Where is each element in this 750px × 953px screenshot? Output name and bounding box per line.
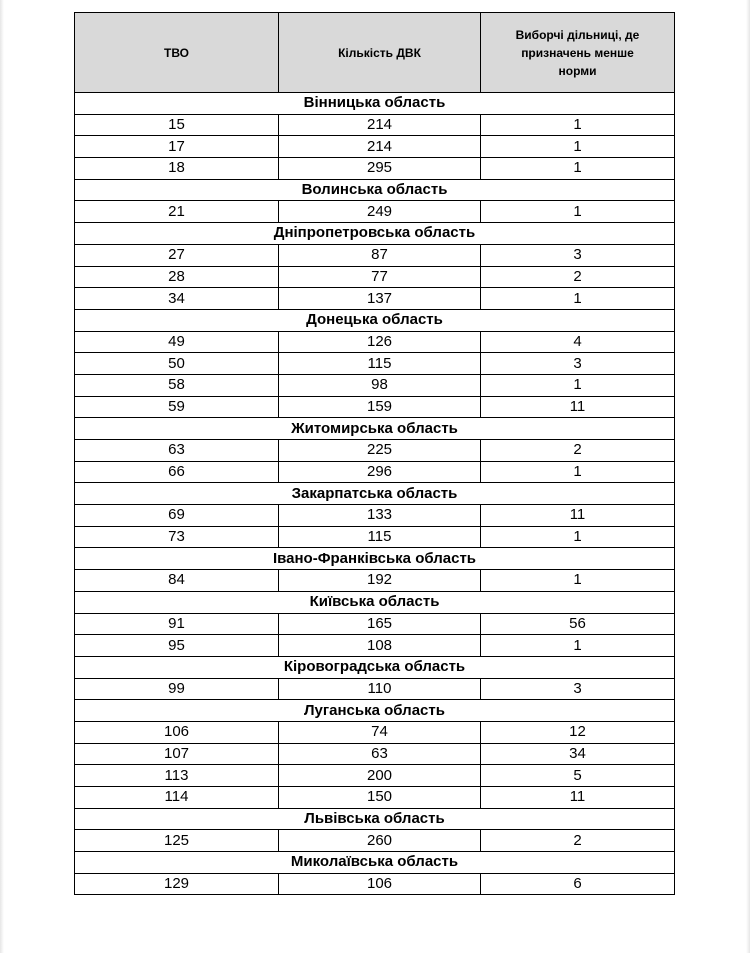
dvk-count-cell: 108	[279, 635, 481, 657]
header-row	[75, 13, 675, 93]
stations-below-norm-cell: 1	[481, 635, 675, 657]
stations-below-norm-cell: 12	[481, 721, 675, 743]
header-dvk-count: Кількість ДВК	[279, 13, 481, 93]
region-row	[75, 808, 675, 830]
stations-below-norm-cell: 2	[481, 830, 675, 852]
tvo-cell: 58	[75, 374, 279, 396]
dvk-count-cell: 192	[279, 570, 481, 592]
tvo-cell: 59	[75, 396, 279, 418]
table-row	[75, 570, 675, 592]
stations-below-norm-cell: 11	[481, 396, 675, 418]
region-row	[75, 179, 675, 201]
stations-below-norm-cell: 2	[481, 440, 675, 462]
dvk-count-cell: 165	[279, 613, 481, 635]
stations-below-norm-cell: 1	[481, 374, 675, 396]
table-body	[75, 93, 675, 895]
tvo-cell: 69	[75, 505, 279, 527]
stations-below-norm-cell: 1	[481, 201, 675, 223]
tvo-cell: 91	[75, 613, 279, 635]
region-row	[75, 591, 675, 613]
region-row	[75, 656, 675, 678]
stations-below-norm-cell: 1	[481, 288, 675, 310]
stations-below-norm-cell: 34	[481, 743, 675, 765]
stations-below-norm-cell: 4	[481, 331, 675, 353]
stations-below-norm-cell: 1	[481, 461, 675, 483]
tvo-cell: 114	[75, 787, 279, 809]
stations-below-norm-cell: 11	[481, 787, 675, 809]
polling-stations-table	[74, 12, 675, 895]
tvo-cell: 21	[75, 201, 279, 223]
tvo-cell: 95	[75, 635, 279, 657]
tvo-cell: 27	[75, 244, 279, 266]
stations-below-norm-cell: 56	[481, 613, 675, 635]
table-row	[75, 505, 675, 527]
page-edge-right	[746, 0, 750, 953]
table-row	[75, 440, 675, 462]
dvk-count-cell: 214	[279, 114, 481, 136]
region-row	[75, 93, 675, 115]
table-row	[75, 396, 675, 418]
dvk-count-cell: 98	[279, 374, 481, 396]
stations-below-norm-cell: 1	[481, 114, 675, 136]
stations-below-norm-cell: 1	[481, 570, 675, 592]
table-row	[75, 158, 675, 180]
tvo-cell: 34	[75, 288, 279, 310]
dvk-count-cell: 200	[279, 765, 481, 787]
table-row	[75, 288, 675, 310]
region-name: Кіровоградська область	[75, 656, 675, 678]
region-row	[75, 223, 675, 245]
region-row	[75, 309, 675, 331]
table-row	[75, 787, 675, 809]
dvk-count-cell: 225	[279, 440, 481, 462]
stations-below-norm-cell: 3	[481, 353, 675, 375]
stations-below-norm-cell: 5	[481, 765, 675, 787]
header-tvo: ТВО	[75, 13, 279, 93]
region-name: Луганська область	[75, 700, 675, 722]
stations-below-norm-cell: 6	[481, 873, 675, 895]
dvk-count-cell: 77	[279, 266, 481, 288]
region-name: Миколаївська область	[75, 852, 675, 874]
tvo-cell: 18	[75, 158, 279, 180]
dvk-count-cell: 87	[279, 244, 481, 266]
dvk-count-cell: 296	[279, 461, 481, 483]
region-row	[75, 548, 675, 570]
region-name: Волинська область	[75, 179, 675, 201]
tvo-cell: 106	[75, 721, 279, 743]
header-stations-below-norm: Виборчі дільниці, де призначень менше норми	[481, 13, 675, 93]
dvk-count-cell: 159	[279, 396, 481, 418]
table-row	[75, 244, 675, 266]
dvk-count-cell: 126	[279, 331, 481, 353]
dvk-count-cell: 214	[279, 136, 481, 158]
stations-below-norm-cell: 3	[481, 678, 675, 700]
table-row	[75, 613, 675, 635]
table-row	[75, 114, 675, 136]
region-row	[75, 483, 675, 505]
table-row	[75, 331, 675, 353]
stations-below-norm-cell: 2	[481, 266, 675, 288]
table-row	[75, 830, 675, 852]
region-name: Закарпатська область	[75, 483, 675, 505]
dvk-count-cell: 137	[279, 288, 481, 310]
tvo-cell: 15	[75, 114, 279, 136]
dvk-count-cell: 63	[279, 743, 481, 765]
region-row	[75, 852, 675, 874]
table-row	[75, 721, 675, 743]
dvk-count-cell: 295	[279, 158, 481, 180]
dvk-count-cell: 74	[279, 721, 481, 743]
region-name: Вінницька область	[75, 93, 675, 115]
table-row	[75, 678, 675, 700]
region-name: Івано-Франківська область	[75, 548, 675, 570]
region-row	[75, 700, 675, 722]
page-edge-left	[0, 0, 4, 953]
tvo-cell: 125	[75, 830, 279, 852]
table-row	[75, 743, 675, 765]
region-name: Київська область	[75, 591, 675, 613]
dvk-count-cell: 115	[279, 353, 481, 375]
table-row	[75, 461, 675, 483]
dvk-count-cell: 133	[279, 505, 481, 527]
tvo-cell: 17	[75, 136, 279, 158]
region-name: Донецька область	[75, 309, 675, 331]
stations-below-norm-cell: 1	[481, 526, 675, 548]
tvo-cell: 113	[75, 765, 279, 787]
table-row	[75, 353, 675, 375]
dvk-count-cell: 115	[279, 526, 481, 548]
table-row	[75, 635, 675, 657]
dvk-count-cell: 110	[279, 678, 481, 700]
stations-below-norm-cell: 3	[481, 244, 675, 266]
tvo-cell: 129	[75, 873, 279, 895]
dvk-count-cell: 260	[279, 830, 481, 852]
stations-below-norm-cell: 1	[481, 136, 675, 158]
tvo-cell: 63	[75, 440, 279, 462]
tvo-cell: 49	[75, 331, 279, 353]
table-row	[75, 765, 675, 787]
tvo-cell: 73	[75, 526, 279, 548]
table-row	[75, 374, 675, 396]
region-name: Дніпропетровська область	[75, 223, 675, 245]
tvo-cell: 28	[75, 266, 279, 288]
dvk-count-cell: 106	[279, 873, 481, 895]
dvk-count-cell: 249	[279, 201, 481, 223]
table-row	[75, 526, 675, 548]
table-header	[75, 13, 675, 93]
tvo-cell: 66	[75, 461, 279, 483]
table-row	[75, 136, 675, 158]
table-row	[75, 873, 675, 895]
table-row	[75, 266, 675, 288]
tvo-cell: 50	[75, 353, 279, 375]
tvo-cell: 84	[75, 570, 279, 592]
stations-below-norm-cell: 1	[481, 158, 675, 180]
table-row	[75, 201, 675, 223]
stations-below-norm-cell: 11	[481, 505, 675, 527]
region-name: Львівська область	[75, 808, 675, 830]
region-row	[75, 418, 675, 440]
tvo-cell: 99	[75, 678, 279, 700]
region-name: Житомирська область	[75, 418, 675, 440]
tvo-cell: 107	[75, 743, 279, 765]
dvk-count-cell: 150	[279, 787, 481, 809]
